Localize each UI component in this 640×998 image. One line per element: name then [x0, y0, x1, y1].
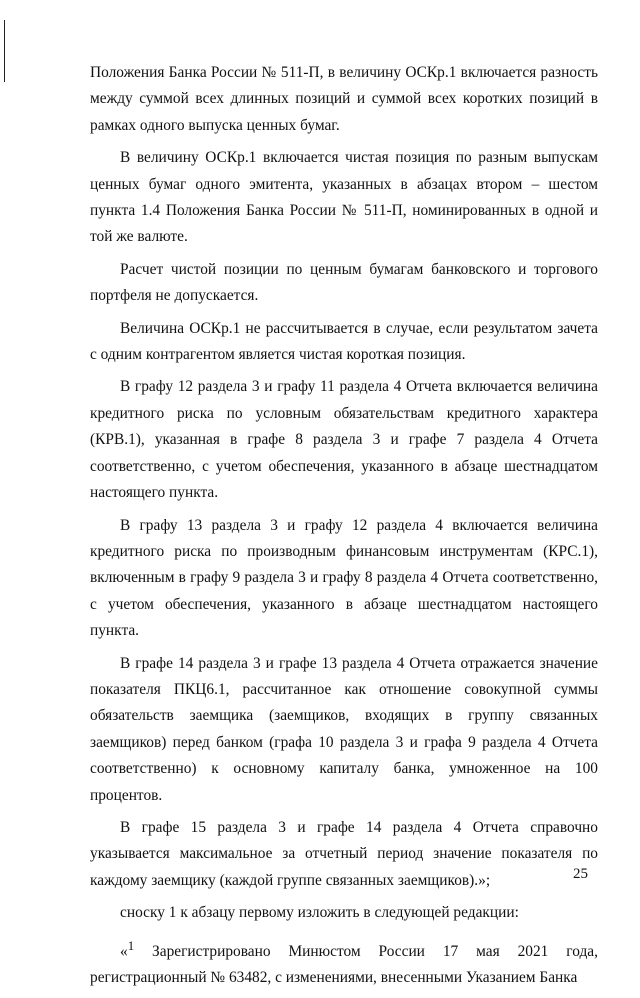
footnote-text: Зарегистрировано Минюстом России 17 мая 2021 года, регистрационный № 63482, с изменениями, внесенными Указанием Банка: [90, 942, 598, 987]
paragraph-2: В величину ОСКр.1 включается чистая позиция по разным выпускам ценных бумаг одного эмитента, указанных в абзацах втором – шестом пункта 1.4 Положения Банка России № 511-П, номинированных в одной и той же валюте.: [90, 149, 598, 246]
paragraph-7: В графе 14 раздела 3 и графе 13 раздела 4 Отчета отражается значение показателя ПКЦ6.1, рассчитанное как отношение совокупной суммы обязательств заемщика (заемщиков, входящих в группу связанных заемщиков) перед банком (графа 10 раздела 3 и графа 9 раздела 4 Отчета соответственно) к основному капиталу банка, умноженное на 100 процентов.: [90, 654, 598, 804]
footnote-paragraph: [90, 933, 598, 992]
page-number: 25: [573, 866, 588, 882]
footnote-open-quote: «: [120, 942, 128, 960]
document-body: [90, 60, 598, 998]
margin-line: [4, 20, 5, 82]
paragraph-1: Положения Банка России № 511-П, в величину ОСКр.1 включается разность между суммой всех длинных позиций и суммой всех коротких позиций в рамках одного выпуска ценных бумаг.: [90, 64, 598, 134]
paragraph-3: Расчет чистой позиции по ценным бумагам банковского и торгового портфеля не допускается.: [90, 260, 598, 305]
footnote-marker: 1: [127, 938, 135, 953]
paragraph-4: Величина ОСКр.1 не рассчитывается в случае, если результатом зачета с одним контрагентом является чистая короткая позиция.: [90, 319, 598, 364]
paragraph-6: В графу 13 раздела 3 и графу 12 раздела 4 включается величина кредитного риска по производным финансовым инструментам (КРС.1), включенным в графу 9 раздела 3 и графу 8 раздела 4 Отчета соответственно, с учетом обеспечения, указанного в абзаце шестнадцатом настоящего пункта.: [90, 516, 598, 640]
paragraph-8: В графе 15 раздела 3 и графе 14 раздела 4 Отчета справочно указывается максимальное за отчетный период значение показателя по каждому заемщику (каждой группе связанных заемщиков).»;: [90, 818, 598, 889]
paragraph-9: сноску 1 к абзацу первому изложить в следующей редакции:: [120, 904, 519, 922]
paragraph-5: В графу 12 раздела 3 и графу 11 раздела 4 Отчета включается величина кредитного риска по условным обязательствам кредитного характера (КРВ.1), указанная в графе 8 раздела 3 и графе 7 раздела 4 Отчета соответственно, с учетом обеспечения, указанного в абзаце шестнадцатом настоящего пункта.: [90, 378, 598, 502]
